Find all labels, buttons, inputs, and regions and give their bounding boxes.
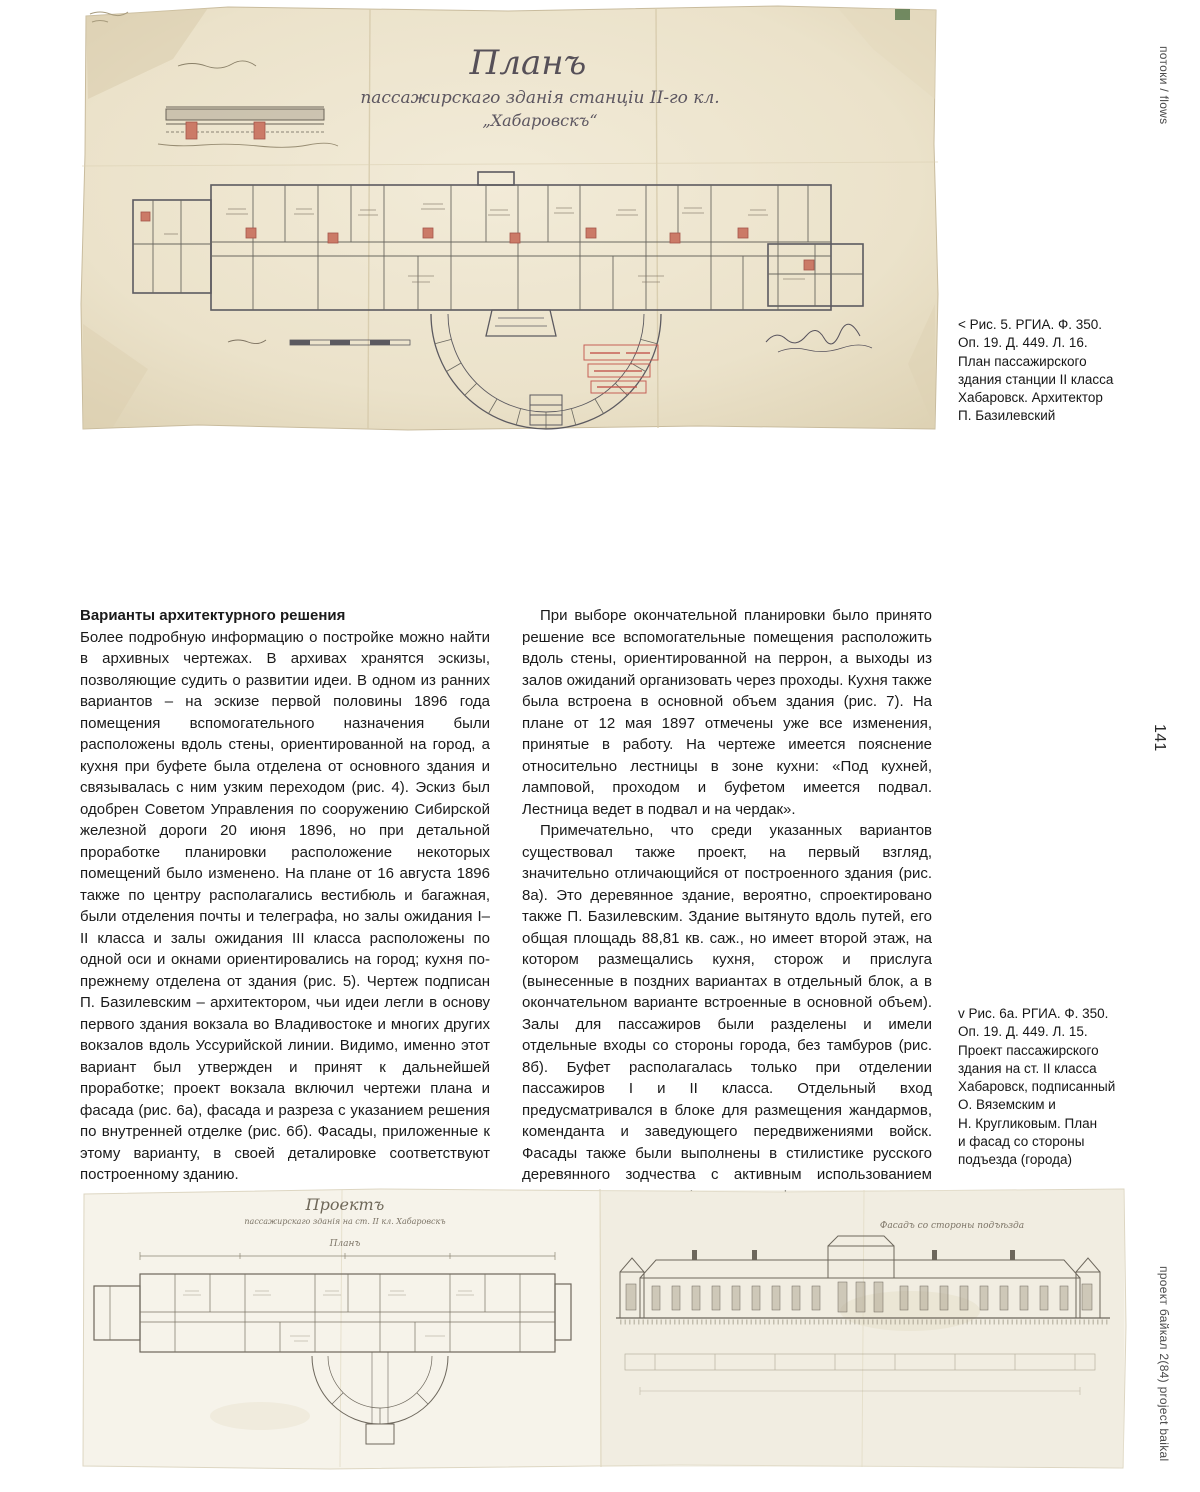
figure-5-drawing [78,4,940,432]
article-right-column [522,605,932,1229]
aged-paper [83,1189,1126,1469]
drawing-title-line1: Планъ [469,43,587,83]
archive-tape-mark [895,9,910,20]
drawing-title: Проектъ [305,1195,385,1214]
journal-label: проект байкал 2(84) project baikal [1157,1266,1171,1462]
figure-6a-drawing [80,1186,1128,1471]
plan-label: Планъ [329,1239,361,1249]
figure-6a-caption: v Рис. 6а. РГИА. Ф. 350. Оп. 19. Д. 449. Л. 15. Проект пассажирского здания на ст. II класса Хабаровск, подписанный О. Вяземским и Н. Кругликовым. План и фасад со стороны подъезда (города) [958,1006,1116,1168]
figure-5-caption: < Рис. 5. РГИА. Ф. 350. Оп. 19. Д. 449. Л. 16. План пассажирского здания станции II класса Хабаровск. Архитектор П. Базилевский [958,317,1114,424]
drawing-subtitle: пассажирскаго зданія на ст. II кл. Хабаровскъ [244,1217,446,1226]
drawing-title-line3: „Хабаровскъ“ [482,111,598,130]
section-label: потоки / flows [1157,46,1171,125]
page-number: 141 [1151,724,1168,752]
article-paragraph-left: Более подробную информацию о постройке можно найти в архивных чертежах. В архивах хранятся эскизы, позволяющие судить о развитии идеи. В одном из ранних вариантов – на эскизе первой половины 1896 года помещения вспомогательного назначения были расположены вдоль стены, ориентированной на город, а кухня при буфете была отделена от основного здания и связывалась с ним узким переходом (рис. 4). Эскиз был одобрен Советом Управления по сооружению Сибирской железной дороги 20 июня 1896, но при детальной проработке планировки расположение некоторых помещений было изменено. На плане от 16 августа 1896 также по центру располагались вестибюль и багажная, были отделения почты и телеграфа, но залы ожидания I–II класса и залы ожидания III класса расположены по одной оси и окнами ориентировались на город; кухня по-прежнему отделена от здания (рис. 5). Чертеж подписан П. Базилевским – архитектором, чьи идеи легли в основу первого здания вокзала во Владивостоке и многих других вокзалов вдоль Уссурийской линии. Видимо, именно этот вариант был утвержден и принят к дальнейшей проработке; проект вокзала включил чертежи плана и фасада (рис. 6а), фасада и разреза с указанием решения по внутренней отделке (рис. 6б). Фасады, приложенные к этому варианту, в своей деталировке соответствуют построенному зданию. [80,628,490,1183]
article-paragraph-right-1: При выборе окончательной планировки было принято решение все вспомогательные помещения расположить вдоль стены, ориентированной на перрон, а выходы из залов ожиданий организовать через проходы. Кухня также была встроена в основной объем здания (рис. 7). На плане от 12 мая 1897 отмечены уже все изменения, принятые в работу. На чертеже имеется пояснение относительно лестницы в зоне кухни: «Под кухней, ламповой, проходом и буфетом имеется подвал. Лестница ведет в подвал и на чердак». [522,607,932,818]
article-heading: Варианты архитектурного решения [80,607,346,624]
figure-6a [80,1186,1128,1471]
drawing-title-line2: пассажирскаго зданія станціи II-го кл. [360,88,720,108]
facade-label: Фасадъ со стороны подъѣзда [879,1221,1025,1231]
facade-windows [626,1282,1092,1312]
figure-5 [78,4,940,432]
article-paragraph-right-2: Примечательно, что среди указанных вариантов существовал также проект, на первый взгляд, значительно отличающийся от построенного здания (рис. 8а). Это деревянное здание, вероятно, спроектировано также П. Базилевским. Здание вытянуто вдоль путей, его общая площадь 88,81 кв. саж., но имеет второй этаж, на котором размещались кухня, сторож и прислуга (вынесенные в поздних вариантах в отдельный блок, а в окончательном варианте встроенные в основной объем). Залы для пассажиров были разделены и имели отдельные входы со стороны города, без тамбуров (рис. 8б). Буфет располагалась только при отделении пассажиров I и II класса. Отдельный вход предусматривался в блоке для размещения жандармов, коменданта и заведующего передвижениями войск. Фасады также были выполнены в стилистике русского деревянного зодчества с активным использованием [522,822,932,1183]
article-left-column [80,605,490,1186]
